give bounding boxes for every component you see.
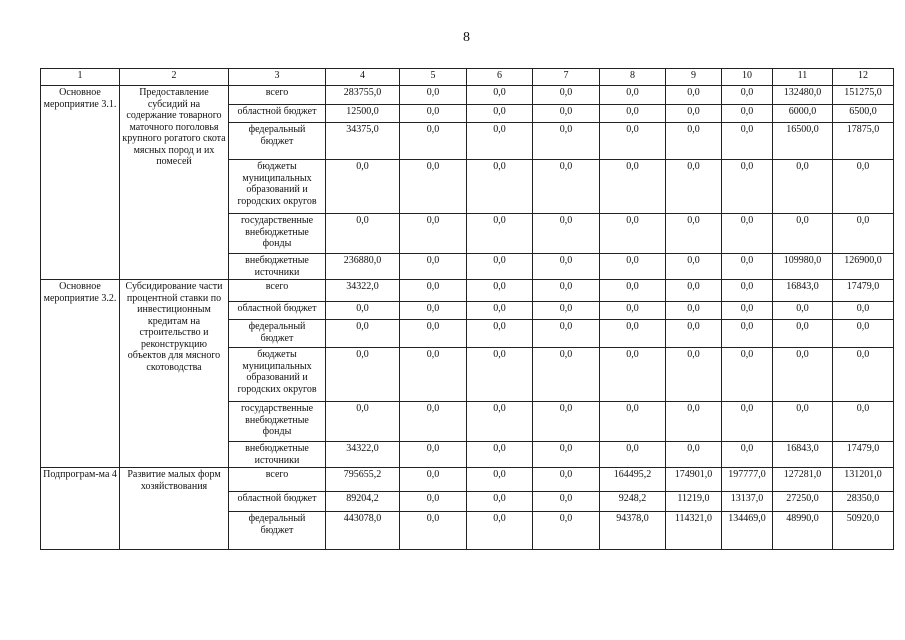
amount-cell: 17479,0 <box>833 442 894 468</box>
amount-cell: 0,0 <box>773 402 833 442</box>
program-name: Субсидирование части процентной ставки по инвестиционным кредитам на строительство и реконструкцию объектов для мясного скотоводства <box>120 280 229 468</box>
header-row <box>41 69 894 86</box>
amount-cell: 0,0 <box>666 160 722 214</box>
amount-cell: 0,0 <box>326 302 400 320</box>
amount-cell: 16843,0 <box>773 280 833 302</box>
amount-cell: 16500,0 <box>773 123 833 160</box>
amount-cell: 443078,0 <box>326 512 400 550</box>
column-header: 8 <box>600 69 666 86</box>
amount-cell: 0,0 <box>666 302 722 320</box>
amount-cell: 0,0 <box>467 348 533 402</box>
amount-cell: 0,0 <box>467 320 533 348</box>
funding-source: внебюджетные источники <box>229 254 326 280</box>
amount-cell: 114321,0 <box>666 512 722 550</box>
amount-cell: 0,0 <box>400 254 467 280</box>
column-header: 10 <box>722 69 773 86</box>
funding-source: государственные внебюджетные фонды <box>229 214 326 254</box>
amount-cell: 0,0 <box>326 348 400 402</box>
page-number: 8 <box>463 30 470 45</box>
amount-cell: 0,0 <box>400 320 467 348</box>
amount-cell: 0,0 <box>326 320 400 348</box>
program-name: Предоставление субсидий на содержание товарного маточного поголовья крупного рогатого скота мясных пород и их помесей <box>120 86 229 280</box>
amount-cell: 236880,0 <box>326 254 400 280</box>
amount-cell: 0,0 <box>666 214 722 254</box>
amount-cell: 0,0 <box>722 280 773 302</box>
amount-cell: 0,0 <box>722 442 773 468</box>
amount-cell: 0,0 <box>467 254 533 280</box>
column-header: 6 <box>467 69 533 86</box>
funding-source: областной бюджет <box>229 302 326 320</box>
funding-source: всего <box>229 468 326 492</box>
funding-source: бюджеты муниципальных образований и городских округов <box>229 348 326 402</box>
amount-cell: 0,0 <box>533 86 600 105</box>
amount-cell: 0,0 <box>600 320 666 348</box>
amount-cell: 0,0 <box>467 302 533 320</box>
amount-cell: 0,0 <box>533 123 600 160</box>
amount-cell: 0,0 <box>400 160 467 214</box>
column-header: 2 <box>120 69 229 86</box>
program-code: Основное мероприятие 3.1. <box>41 86 120 280</box>
amount-cell: 0,0 <box>600 302 666 320</box>
amount-cell: 0,0 <box>533 348 600 402</box>
amount-cell: 0,0 <box>773 320 833 348</box>
amount-cell: 0,0 <box>533 254 600 280</box>
amount-cell: 0,0 <box>666 280 722 302</box>
amount-cell: 0,0 <box>326 160 400 214</box>
amount-cell: 0,0 <box>533 492 600 512</box>
amount-cell: 0,0 <box>722 254 773 280</box>
amount-cell: 0,0 <box>467 468 533 492</box>
amount-cell: 0,0 <box>722 302 773 320</box>
amount-cell: 0,0 <box>467 280 533 302</box>
amount-cell: 27250,0 <box>773 492 833 512</box>
amount-cell: 0,0 <box>533 320 600 348</box>
amount-cell: 0,0 <box>326 402 400 442</box>
amount-cell: 0,0 <box>666 442 722 468</box>
funding-source: всего <box>229 280 326 302</box>
program-code: Подпрограм-ма 4 <box>41 468 120 550</box>
amount-cell: 0,0 <box>600 442 666 468</box>
amount-cell: 0,0 <box>600 280 666 302</box>
amount-cell: 0,0 <box>400 280 467 302</box>
amount-cell: 0,0 <box>666 254 722 280</box>
amount-cell: 0,0 <box>722 320 773 348</box>
amount-cell: 0,0 <box>533 160 600 214</box>
amount-cell: 0,0 <box>400 123 467 160</box>
amount-cell: 0,0 <box>533 105 600 123</box>
amount-cell: 34375,0 <box>326 123 400 160</box>
amount-cell: 126900,0 <box>833 254 894 280</box>
column-header: 5 <box>400 69 467 86</box>
funding-source: областной бюджет <box>229 105 326 123</box>
amount-cell: 12500,0 <box>326 105 400 123</box>
amount-cell: 94378,0 <box>600 512 666 550</box>
amount-cell: 0,0 <box>400 86 467 105</box>
column-header: 7 <box>533 69 600 86</box>
funding-source: областной бюджет <box>229 492 326 512</box>
amount-cell: 11219,0 <box>666 492 722 512</box>
funding-source: государственные внебюджетные фонды <box>229 402 326 442</box>
amount-cell: 0,0 <box>533 442 600 468</box>
amount-cell: 0,0 <box>467 105 533 123</box>
amount-cell: 0,0 <box>467 160 533 214</box>
amount-cell: 283755,0 <box>326 86 400 105</box>
amount-cell: 0,0 <box>722 402 773 442</box>
column-header: 4 <box>326 69 400 86</box>
amount-cell: 0,0 <box>533 280 600 302</box>
amount-cell: 0,0 <box>666 348 722 402</box>
amount-cell: 164495,2 <box>600 468 666 492</box>
amount-cell: 0,0 <box>400 492 467 512</box>
amount-cell: 0,0 <box>600 105 666 123</box>
amount-cell: 0,0 <box>833 402 894 442</box>
amount-cell: 89204,2 <box>326 492 400 512</box>
column-header: 1 <box>41 69 120 86</box>
amount-cell: 0,0 <box>600 160 666 214</box>
amount-cell: 0,0 <box>722 214 773 254</box>
amount-cell: 0,0 <box>773 214 833 254</box>
table-row <box>41 280 894 302</box>
amount-cell: 0,0 <box>400 468 467 492</box>
amount-cell: 0,0 <box>722 105 773 123</box>
amount-cell: 0,0 <box>833 214 894 254</box>
amount-cell: 0,0 <box>773 302 833 320</box>
amount-cell: 0,0 <box>400 302 467 320</box>
amount-cell: 0,0 <box>722 86 773 105</box>
column-header: 12 <box>833 69 894 86</box>
amount-cell: 0,0 <box>467 123 533 160</box>
funding-source: бюджеты муниципальных образований и городских округов <box>229 160 326 214</box>
amount-cell: 0,0 <box>773 160 833 214</box>
column-header: 3 <box>229 69 326 86</box>
amount-cell: 0,0 <box>533 468 600 492</box>
amount-cell: 0,0 <box>467 442 533 468</box>
program-code: Основное мероприятие 3.2. <box>41 280 120 468</box>
amount-cell: 0,0 <box>666 402 722 442</box>
amount-cell: 17479,0 <box>833 280 894 302</box>
amount-cell: 50920,0 <box>833 512 894 550</box>
amount-cell: 0,0 <box>467 512 533 550</box>
amount-cell: 0,0 <box>533 512 600 550</box>
amount-cell: 13137,0 <box>722 492 773 512</box>
column-header: 11 <box>773 69 833 86</box>
amount-cell: 0,0 <box>773 348 833 402</box>
program-name: Развитие малых форм хозяйствования <box>120 468 229 550</box>
amount-cell: 0,0 <box>600 214 666 254</box>
amount-cell: 0,0 <box>666 123 722 160</box>
table-row <box>41 86 894 105</box>
amount-cell: 0,0 <box>600 348 666 402</box>
amount-cell: 0,0 <box>467 402 533 442</box>
amount-cell: 0,0 <box>833 320 894 348</box>
amount-cell: 0,0 <box>326 214 400 254</box>
amount-cell: 0,0 <box>666 105 722 123</box>
amount-cell: 0,0 <box>600 123 666 160</box>
amount-cell: 0,0 <box>467 86 533 105</box>
amount-cell: 0,0 <box>600 86 666 105</box>
amount-cell: 132480,0 <box>773 86 833 105</box>
amount-cell: 6500,0 <box>833 105 894 123</box>
funding-source: федеральный бюджет <box>229 512 326 550</box>
amount-cell: 0,0 <box>833 302 894 320</box>
amount-cell: 0,0 <box>666 86 722 105</box>
amount-cell: 109980,0 <box>773 254 833 280</box>
column-header: 9 <box>666 69 722 86</box>
amount-cell: 34322,0 <box>326 442 400 468</box>
amount-cell: 127281,0 <box>773 468 833 492</box>
amount-cell: 0,0 <box>600 402 666 442</box>
amount-cell: 131201,0 <box>833 468 894 492</box>
funding-source: внебюджетные источники <box>229 442 326 468</box>
amount-cell: 174901,0 <box>666 468 722 492</box>
amount-cell: 0,0 <box>400 105 467 123</box>
amount-cell: 28350,0 <box>833 492 894 512</box>
amount-cell: 0,0 <box>722 123 773 160</box>
table-row <box>41 468 894 492</box>
amount-cell: 16843,0 <box>773 442 833 468</box>
budget-table <box>40 68 894 550</box>
amount-cell: 34322,0 <box>326 280 400 302</box>
amount-cell: 795655,2 <box>326 468 400 492</box>
amount-cell: 0,0 <box>400 214 467 254</box>
amount-cell: 6000,0 <box>773 105 833 123</box>
amount-cell: 0,0 <box>467 492 533 512</box>
amount-cell: 197777,0 <box>722 468 773 492</box>
amount-cell: 0,0 <box>533 214 600 254</box>
amount-cell: 0,0 <box>533 402 600 442</box>
amount-cell: 0,0 <box>533 302 600 320</box>
amount-cell: 134469,0 <box>722 512 773 550</box>
amount-cell: 0,0 <box>400 512 467 550</box>
funding-source: всего <box>229 86 326 105</box>
amount-cell: 48990,0 <box>773 512 833 550</box>
funding-source: федеральный бюджет <box>229 320 326 348</box>
amount-cell: 0,0 <box>722 160 773 214</box>
amount-cell: 0,0 <box>400 442 467 468</box>
amount-cell: 0,0 <box>666 320 722 348</box>
amount-cell: 0,0 <box>400 402 467 442</box>
amount-cell: 0,0 <box>467 214 533 254</box>
amount-cell: 17875,0 <box>833 123 894 160</box>
amount-cell: 151275,0 <box>833 86 894 105</box>
funding-source: федеральный бюджет <box>229 123 326 160</box>
amount-cell: 0,0 <box>833 348 894 402</box>
amount-cell: 0,0 <box>600 254 666 280</box>
amount-cell: 0,0 <box>833 160 894 214</box>
amount-cell: 9248,2 <box>600 492 666 512</box>
amount-cell: 0,0 <box>722 348 773 402</box>
amount-cell: 0,0 <box>400 348 467 402</box>
